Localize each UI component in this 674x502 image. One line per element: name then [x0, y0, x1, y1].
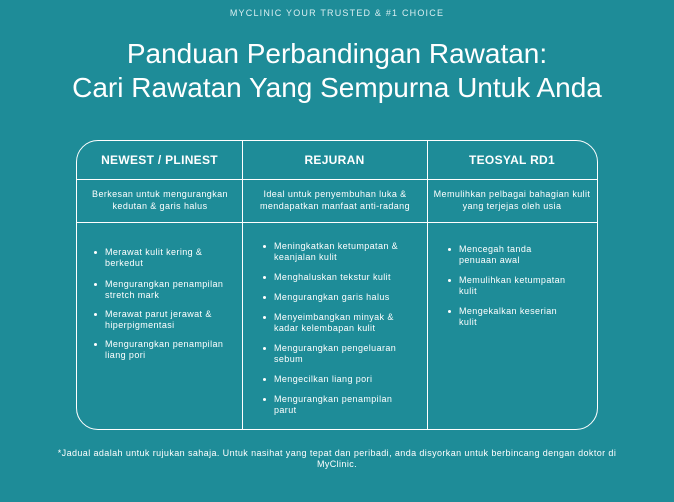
list-item: Meningkatkan ketumpatan & keanjalan kulit: [263, 241, 413, 263]
description-rejuran: Ideal untuk penyembuhan luka & mendapatkan manfaat anti-radang: [260, 189, 410, 211]
brand-tagline: MYCLINIC YOUR TRUSTED & #1 CHOICE: [229, 8, 445, 18]
benefit-list-teosyal-rd1: [448, 244, 568, 328]
footnote: *Jadual adalah untuk rujukan sahaja. Untuk nasihat yang tepat dan peribadi, anda disyorkan untuk berbincang dengan doktor di MyClinic.: [57, 448, 617, 469]
page-title-line-2: Cari Rawatan Yang Sempurna Untuk Anda: [72, 72, 602, 103]
list-item: Mencegah tanda penuaan awal: [448, 244, 568, 266]
column-header-newest-plinest: NEWEST / PLINEST: [101, 153, 218, 167]
list-item: Merawat kulit kering & berkedut: [94, 247, 234, 269]
list-item: Menyeimbangkan minyak & kadar kelembapan kulit: [263, 312, 413, 334]
benefit-list-newest-plinest: [94, 247, 234, 361]
column-header-rejuran: REJURAN: [304, 153, 365, 167]
list-item: Mengurangkan pengeluaran sebum: [263, 343, 413, 365]
bullet-icon: [448, 248, 451, 251]
list-item: Mengekalkan keserian kulit: [448, 306, 568, 328]
list-item: Mengurangkan penampilan liang pori: [94, 339, 234, 361]
bullet-icon: [263, 245, 266, 248]
bullet-icon: [263, 296, 266, 299]
row-divider: [77, 222, 597, 223]
list-item: Mengurangkan garis halus: [263, 292, 413, 303]
description-teosyal-rd1: Memulihkan pelbagai bahagian kulit yang terjejas oleh usia: [433, 189, 591, 211]
column-header-teosyal-rd1: TEOSYAL RD1: [469, 153, 555, 167]
column-divider: [427, 141, 428, 429]
page-title: [0, 37, 674, 105]
bullet-icon: [263, 378, 266, 381]
list-item: Merawat parut jerawat & hiperpigmentasi: [94, 309, 234, 331]
bullet-icon: [448, 279, 451, 282]
list-item: Mengurangkan penampilan stretch mark: [94, 279, 234, 301]
bullet-icon: [263, 347, 266, 350]
list-item: Menghaluskan tekstur kulit: [263, 272, 413, 283]
bullet-icon: [263, 276, 266, 279]
row-divider: [77, 179, 597, 180]
bullet-icon: [448, 310, 451, 313]
list-item: Mengurangkan penampilan parut: [263, 394, 413, 416]
bullet-icon: [263, 316, 266, 319]
description-newest-plinest: Berkesan untuk mengurangkan kedutan & garis halus: [92, 189, 228, 211]
bullet-icon: [94, 283, 97, 286]
comparison-table: [76, 140, 598, 430]
bullet-icon: [263, 398, 266, 401]
page-title-line-1: Panduan Perbandingan Rawatan:: [126, 38, 548, 69]
list-item: Memulihkan ketumpatan kulit: [448, 275, 568, 297]
bullet-icon: [94, 313, 97, 316]
list-item: Mengecilkan liang pori: [263, 374, 413, 385]
bullet-icon: [94, 343, 97, 346]
benefit-list-rejuran: [263, 241, 413, 416]
column-divider: [242, 141, 243, 429]
bullet-icon: [94, 251, 97, 254]
